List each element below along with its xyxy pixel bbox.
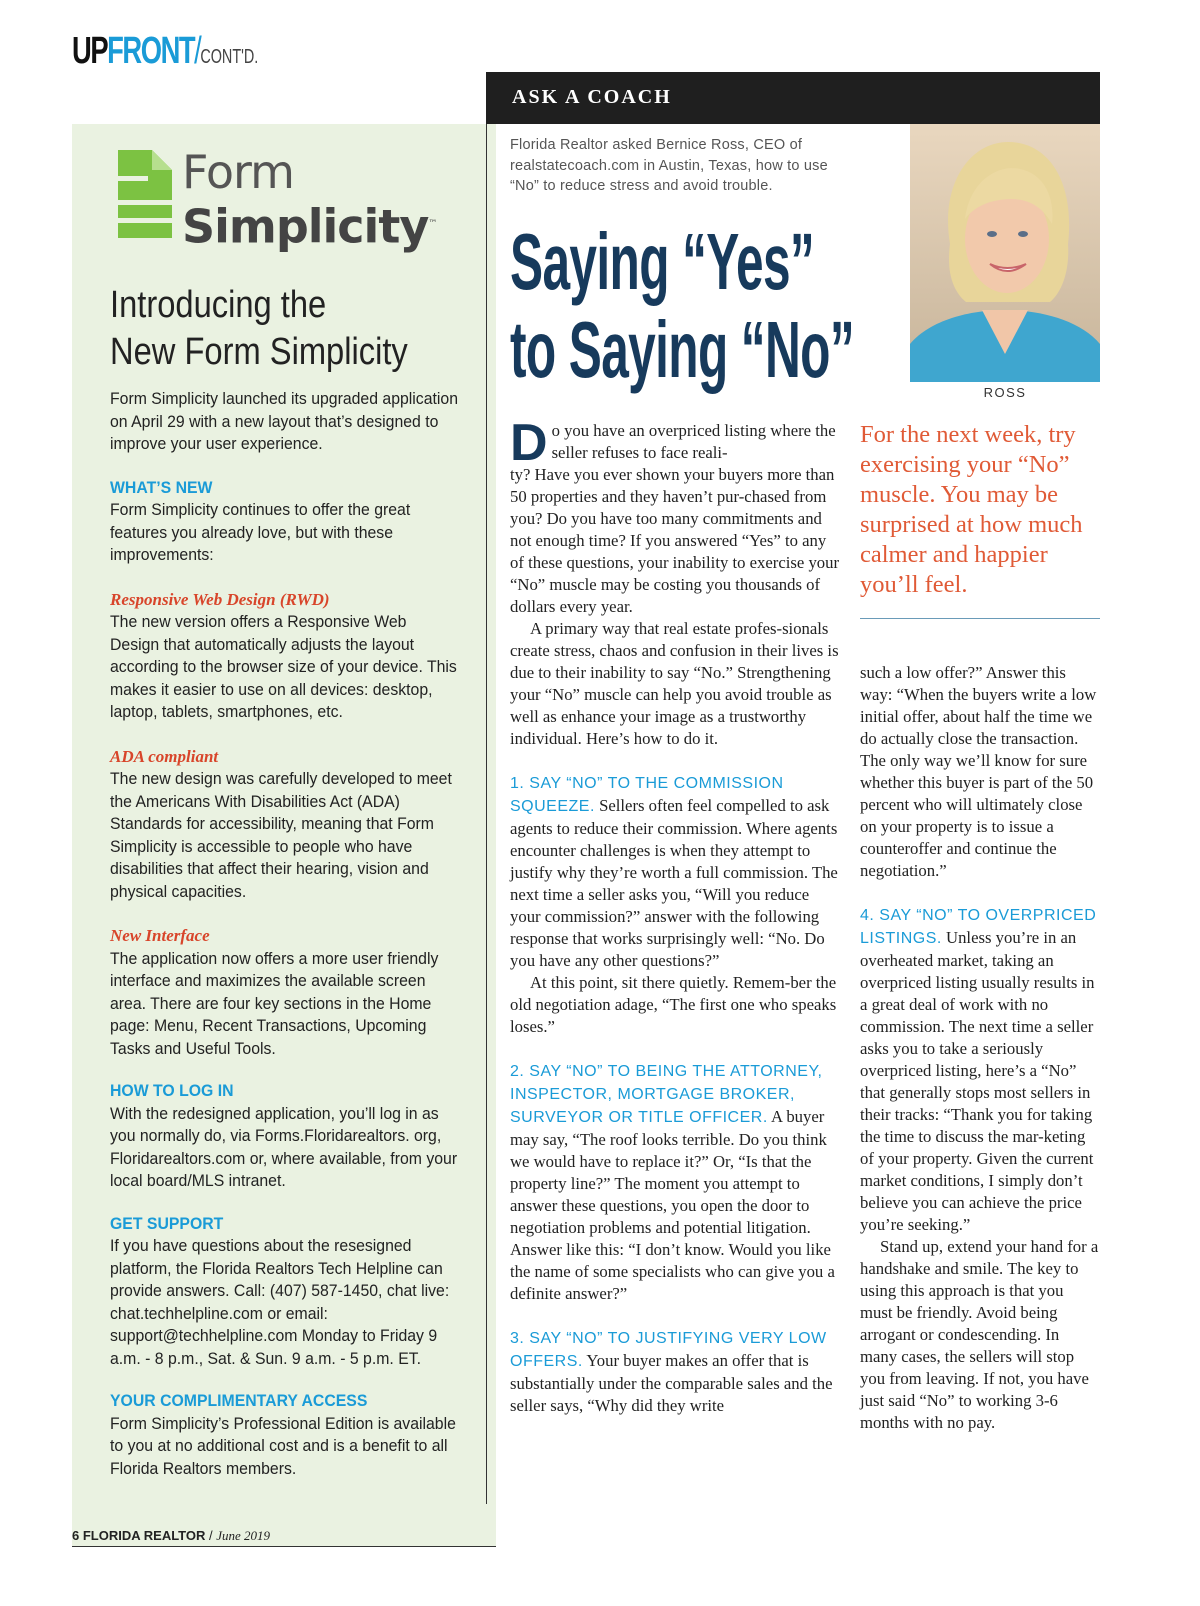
form-simplicity-logo	[182, 146, 436, 252]
logo-line2: Simplicity	[182, 199, 429, 254]
sidebar-body	[110, 388, 460, 1480]
column-2-paragraph-1: such a low offer?” Answer this way: “When the buyers write a low initial offer, about half the time we do actually close the transaction. The only way we’ll know for sure whether this buyer is part of the 50 percent who will ultimately close on your property is to issue a counteroffer and continue the negotiation.”	[860, 663, 1097, 880]
paragraph-1: ty? Have you ever shown your buyers more than 50 properties and they haven’t pur-chased from you? Do you have too many commitments and not enough time? If you answered “Yes” to any of these questions, your inability to exercise your “No” muscle may be costing you thousands of dollars every year.	[510, 465, 840, 616]
column-2-paragraph-3: Stand up, extend your hand for a handshake and smile. The key to using this approach is that you must be friendly. Avoid being arrogant or condescending. In many cases, the sellers will stop you from leaving. If not, you have just said “No” to working 3-6 months with no pay.	[860, 1237, 1099, 1432]
tip-2-heading: 2. SAY “NO” TO BEING THE ATTORNEY, INSPECTOR, MORTGAGE BROKER, SURVEYOR OR TITLE OFFICER.	[510, 1063, 823, 1126]
ada-heading: ADA compliant	[110, 746, 219, 766]
article-intro: Florida Realtor asked Bernice Ross, CEO of realstatecoach.com in Austin, Texas, how to use “No” to reduce stress and avoid trouble.	[510, 137, 828, 194]
access-heading: YOUR COMPLIMENTARY ACCESS	[110, 1391, 368, 1410]
article-headline	[510, 218, 854, 394]
headline-line1: Saying “Yes”	[510, 217, 815, 306]
paragraph-1-lead: o you have an overpriced listing where the seller refuses to face reali-	[551, 421, 836, 462]
whats-new-text: Form Simplicity continues to offer the great features you already love, but with these improvements:	[110, 500, 411, 564]
tip-4-text: Unless you’re in an overheated market, taking an overpriced listing usually results in a great deal of work with no commission. The next time a seller asks you to take a seriously overpriced listing, here’s a “No” that generally stops most sellers in their tracks: “Thank you for taking the time to discuss the mar-keting of your property. Given the current market conditions, I simply don’t believe you can achieve the price you’re seeking.”	[860, 928, 1095, 1234]
pull-quote-rule	[860, 618, 1100, 619]
tip-1-heading: 1. SAY “NO” TO THE COMMISSION SQUEEZE.	[510, 775, 784, 815]
tip-4-heading: 4. SAY “NO” TO OVERPRICED LISTINGS.	[860, 907, 1097, 947]
login-text: With the redesigned application, you’ll log in as you normally do, via Forms.Floridarealtors. org, Floridarealtors.com or, where available, from your local board/MLS intranet.	[110, 1103, 458, 1190]
rwd-text: The new version offers a Responsive Web Design that automatically adjusts the layout according to the browser size of your device. This makes it easier to use on all devices: desktop, laptop, tablets, smartphones, etc.	[110, 612, 457, 721]
headline-line2: to Saying “No”	[510, 305, 855, 394]
whats-new-heading: WHAT’S NEW	[110, 477, 213, 497]
page-footer	[72, 1528, 270, 1544]
login-heading: HOW TO LOG IN	[110, 1081, 234, 1100]
support-text: If you have questions about the resesigned platform, the Florida Realtors Tech Helpline can provide answers. Call: (407) 587-1450, chat live: chat.techhelpline.com or email: support@techhelpline.com Monday to Friday 9 a.m. - 8 p.m., Sat. & Sun. 9 a.m. - 5 p.m. ET.	[110, 1236, 450, 1368]
tip-3-heading: 3. SAY “NO” TO JUSTIFYING VERY LOW OFFERS.	[510, 1330, 827, 1370]
drop-cap: D	[510, 414, 548, 472]
column-divider	[486, 124, 487, 1504]
ada-text: The new design was carefully developed to meet the Americans With Disabilities Act (ADA) Standards for accessibility, meaning that Form Simplicity is accessible to people who have disabilities that affect their hearing, vision and physical capacities.	[110, 769, 452, 901]
section-masthead	[72, 30, 258, 73]
ask-a-coach-banner	[486, 72, 1100, 124]
pull-quote: For the next week, try exercising your “No” muscle. You may be surprised at how much calmer and happier you’ll feel.	[860, 421, 1083, 598]
logo-trademark: ™	[428, 219, 437, 229]
interface-heading: New Interface	[110, 926, 210, 945]
document-icon	[118, 150, 172, 238]
sidebar-title-line1: Introducing the	[110, 284, 327, 326]
page-number: 6	[72, 1528, 80, 1543]
portrait-image	[910, 124, 1100, 382]
access-text: Form Simplicity’s Professional Edition is available to you at no additional cost and is a benefit to all Florida Realtors members.	[110, 1413, 456, 1478]
support-heading: GET SUPPORT	[110, 1213, 224, 1233]
footer-separator: /	[209, 1528, 213, 1543]
issue-date: June 2019	[216, 1528, 271, 1543]
section-label: ASK A COACH	[512, 86, 672, 108]
masthead-slash: /	[194, 30, 201, 72]
photo-caption: ROSS	[983, 385, 1027, 400]
author-photo	[910, 124, 1100, 382]
sidebar-title-line2: New Form Simplicity	[110, 331, 408, 373]
rwd-heading: Responsive Web Design (RWD)	[110, 589, 330, 609]
interface-text: The application now offers a more user friendly interface and maximizes the available screen area. There are four key sections in the Home page: Menu, Recent Transactions, Upcoming Tasks and Useful Tools.	[110, 948, 439, 1058]
tip-1-paragraph-2: At this point, sit there quietly. Remem-ber the old negotiation adage, “The first one who speaks loses.”	[510, 973, 837, 1036]
paragraph-2: A primary way that real estate profes-sionals create stress, chaos and confusion in their lives is due to their inability to say “No.” Strengthening your “No” muscle can help you avoid trouble as well as enhance your image as a trustworthy individual. Here’s how to do it.	[510, 619, 839, 748]
magazine-name: FLORIDA REALTOR	[82, 1528, 206, 1543]
logo-line1: Form	[182, 145, 294, 199]
tip-2-text: A buyer may say, “The roof looks terrible. Do you think we would have to replace it?” Or, “Is that the property line?” The moment you attempt to answer these questions, you open the door to negotiation problems and potential litigation. Answer like this: “I don’t know. Would you like the name of some specialists who can give you a definite answer?”	[510, 1107, 835, 1303]
masthead-up: UP	[72, 30, 108, 72]
article-column-1	[510, 414, 842, 1417]
tip-3-text: Your buyer makes an offer that is substantially under the comparable sales and the seller says, “Why did they write	[510, 1351, 833, 1415]
tip-1-text: Sellers often feel compelled to ask agents to reduce their commission. Where agents encounter challenges is when they attempt to justify why they’re worth a full commission. The next time a seller asks you, “Will you reduce your commission?” answer with the following response that works surprisingly well: “No. Do you have any other questions?”	[510, 796, 838, 970]
form-simplicity-sidebar	[72, 124, 496, 1547]
sidebar-intro: Form Simplicity launched its upgraded application on April 29 with a new layout that’s designed to improve your user experience.	[110, 389, 459, 453]
masthead-contd: CONT'D.	[200, 46, 259, 68]
article-column-2	[860, 662, 1100, 1434]
sidebar-title	[110, 282, 408, 376]
masthead-front: FRONT	[107, 30, 195, 72]
